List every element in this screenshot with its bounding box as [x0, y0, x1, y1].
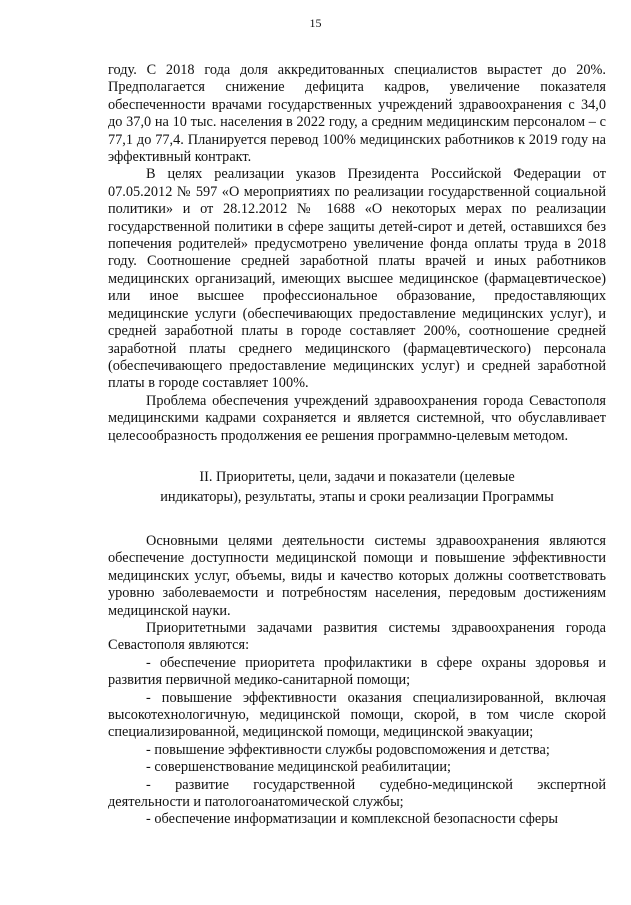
paragraph: В целях реализации указов Президента Российской Федерации от 07.05.2012 № 597 «О мероприятиях по реализации государственной социальной политики» и от 28.12.2012 № 1688 «О некоторых мерах по реализации государственной политики в сфере защиты детей-сирот и детей, оставшихся без попечения родителей» предусмотрено увеличение фонда оплаты труда в 2018 году. Соотношение средней заработной платы врачей и иных работников медицинских организаций, имеющих высшее медицинское (фармацевтическое) или иное высшее профессиональное образование, предоставляющих медицинские услуги (обеспечивающих предоставление медицинских услуг), и средней заработной платы в городе составляет 200%, соотношение средней заработной платы среднего медицинского (фармацевтического) персонала (обеспечивающего предоставление медицинских услуг) и средней заработной платы в городе составляет 100%.	[108, 166, 606, 392]
paragraph: году. С 2018 года доля аккредитованных специалистов вырастет до 20%. Предполагается снижение дефицита кадров, увеличение показателя обеспеченности врачами государственных учреждений здравоохранения с 34,0 до 37,0 на 10 тыс. населения в 2022 году, а средним медицинским персоналом – с 77,1 до 77,4. Планируется перевод 100% медицинских работников к 2019 году на эффективный контракт.	[108, 62, 606, 166]
page-number: 15	[309, 16, 322, 30]
section-heading	[108, 467, 606, 507]
task-list-item: - обеспечение приоритета профилактики в сфере охраны здоровья и развития первичной медико-санитарной помощи;	[108, 654, 606, 689]
task-list-item: - совершенствование медицинской реабилитации;	[146, 759, 451, 776]
paragraph: Приоритетными задачами развития системы здравоохранения города Севастополя являются:	[108, 619, 606, 654]
section-heading-line: индикаторы), результаты, этапы и сроки реализации Программы	[160, 488, 554, 505]
task-list-item: - развитие государственной судебно-медицинской экспертной деятельности и патологоанатомической службы;	[108, 776, 606, 811]
task-list-item: - обеспечение информатизации и комплексной безопасности сферы	[146, 811, 558, 828]
task-list-item: - повышение эффективности службы родовспоможения и детства;	[146, 741, 550, 758]
section-heading-line: II. Приоритеты, цели, задачи и показатели (целевые	[199, 468, 515, 485]
document-body	[108, 62, 606, 829]
task-list-item: - повышение эффективности оказания специализированной, включая высокотехнологичную, медицинской помощи, скорой, в том числе скорой специализированной, медицинской помощи, медицинской эвакуации;	[108, 689, 606, 741]
paragraph: Основными целями деятельности системы здравоохранения являются обеспечение доступности медицинской помощи и повышение эффективности медицинских услуг, объемы, виды и качество которых должны соответствовать уровню заболеваемости и потребностям населения, передовым достижениям медицинской науки.	[108, 532, 606, 619]
paragraph: Проблема обеспечения учреждений здравоохранения города Севастополя медицинскими кадрами сохраняется и является системной, что обуславливает целесообразность продолжения ее решения программно-целевым методом.	[108, 392, 606, 444]
